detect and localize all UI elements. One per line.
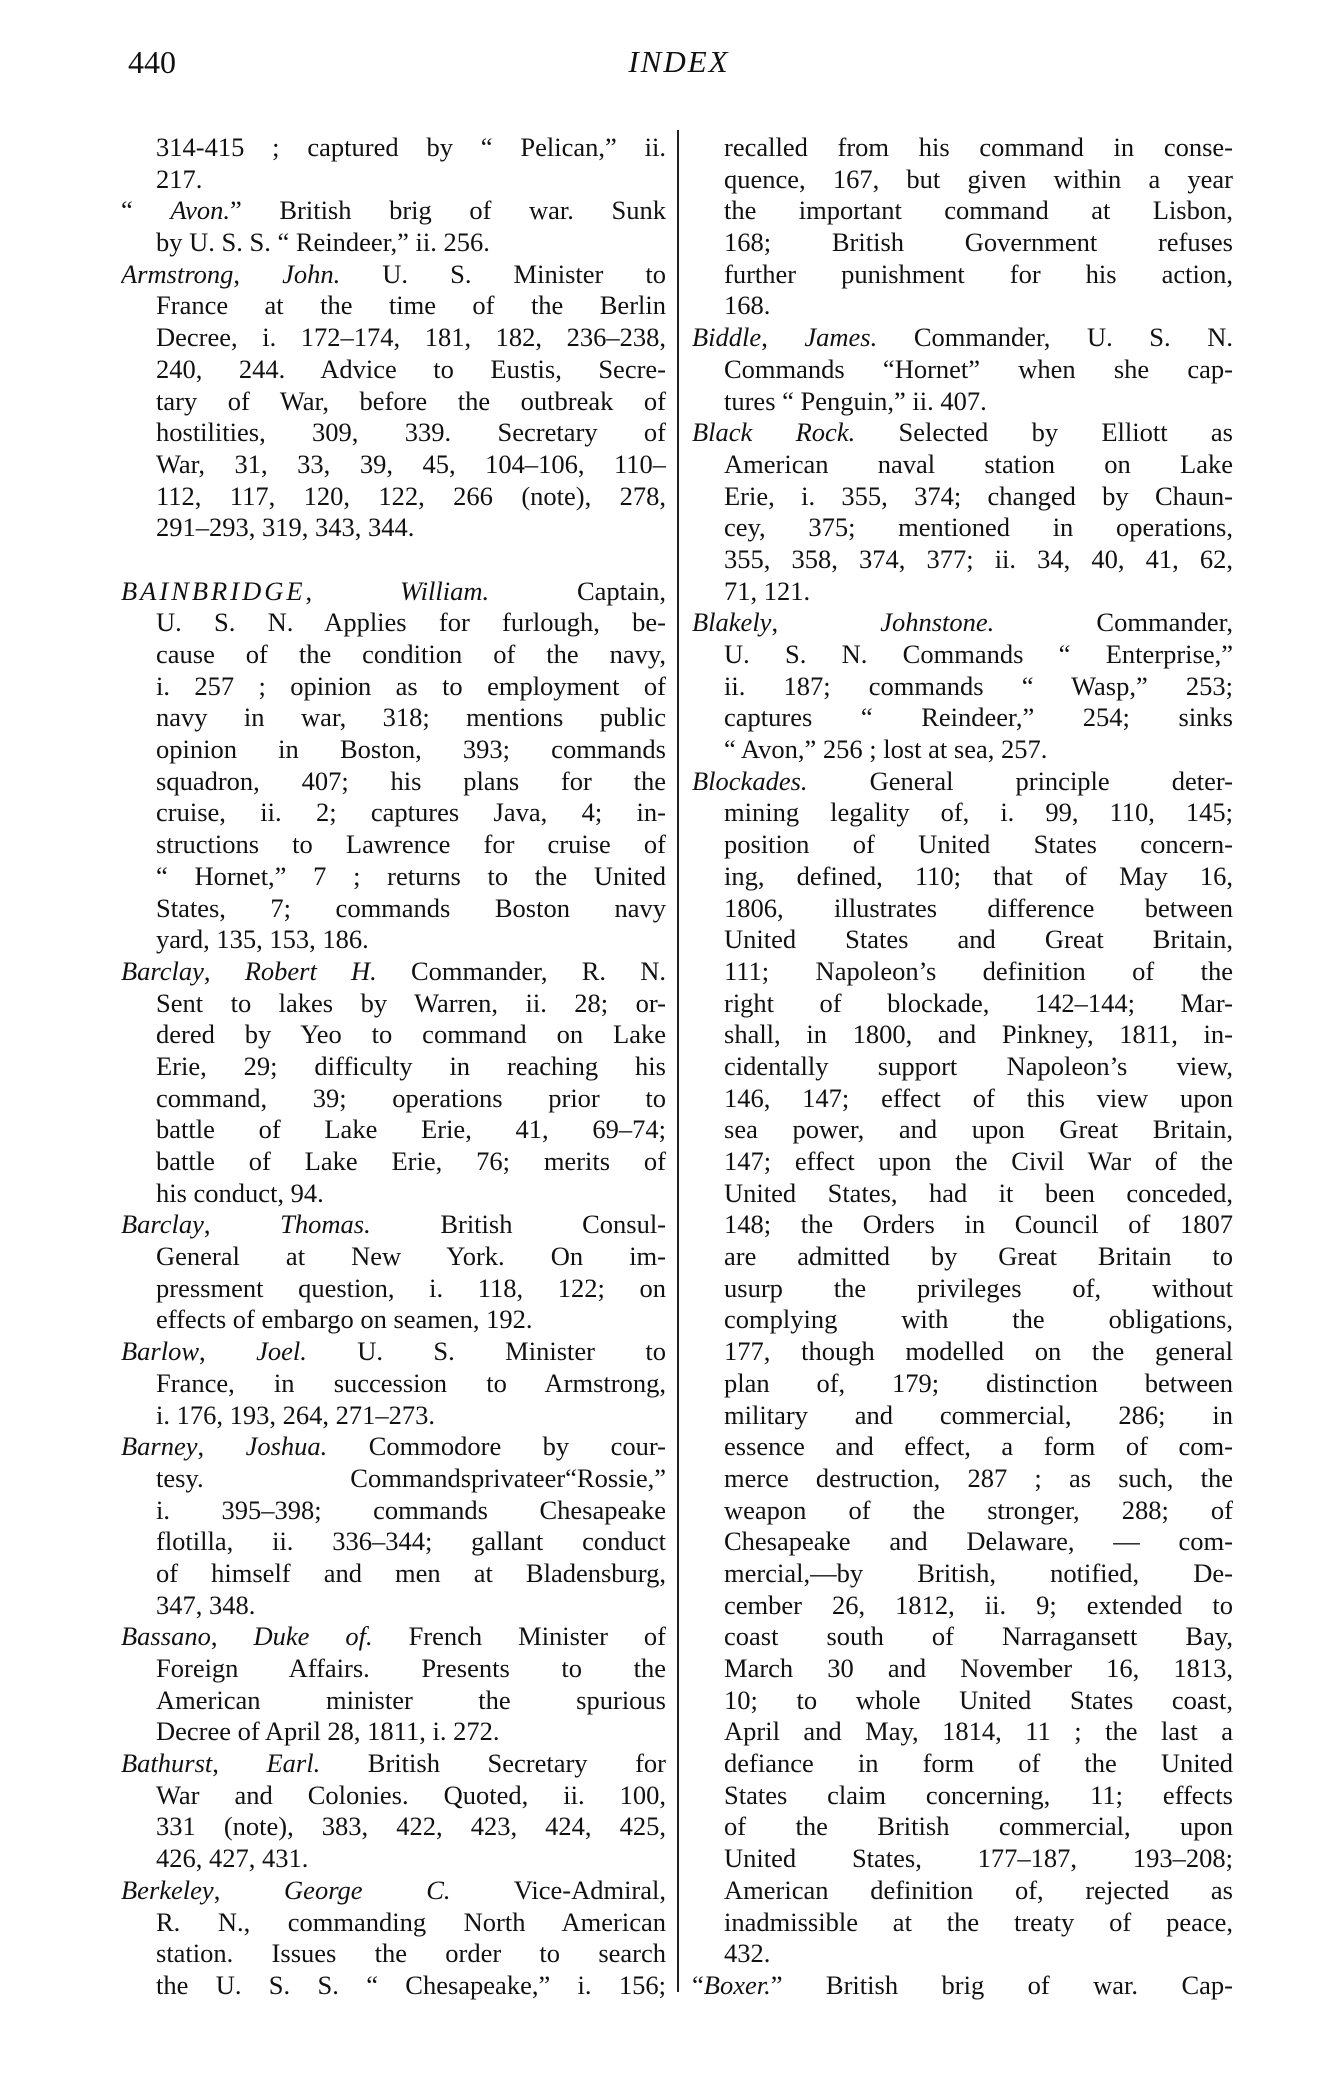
- text: United States, 177–187, 193–208;: [724, 1843, 1233, 1874]
- entry-line: [121, 1146, 666, 1178]
- text: “ Avon,” 256 ; lost at sea, 257.: [724, 734, 1048, 765]
- text: 432.: [724, 1938, 771, 1969]
- entry-line: [692, 1304, 1233, 1336]
- entry-heading-line: [692, 1970, 1233, 2002]
- text: Commander, R. N.: [376, 955, 666, 986]
- entry-line: [692, 544, 1233, 576]
- entry-line: [121, 924, 666, 956]
- text: battle of Lake Erie, 76; merits of: [156, 1146, 666, 1176]
- text: sea power, and upon Great Britain,: [724, 1114, 1233, 1145]
- entry-heading-line: [692, 417, 1233, 449]
- entry-line: [692, 1875, 1233, 1907]
- entry-line: [692, 1590, 1233, 1622]
- entry-line: [692, 1621, 1233, 1653]
- entry-line: [121, 893, 666, 925]
- text: United States, had it been conceded,: [724, 1177, 1233, 1208]
- entry-line: [121, 132, 666, 164]
- italic-text: Blakely: [692, 607, 772, 638]
- text: General principle deter-: [807, 765, 1233, 796]
- entry-line: [692, 1083, 1233, 1115]
- entry-line: [692, 1400, 1233, 1432]
- text: “: [121, 195, 171, 226]
- entry-line: [121, 1241, 666, 1273]
- entry-line: [121, 1685, 666, 1717]
- text: States, 7; commands Boston navy: [156, 892, 666, 923]
- italic-text: Armstrong: [121, 258, 234, 289]
- text: France at the time of the Berlin: [156, 290, 666, 321]
- entry-line: [121, 1400, 666, 1432]
- italic-text: Berkeley: [121, 1874, 214, 1905]
- italic-text: Bathurst: [121, 1748, 213, 1779]
- index-entry: [121, 1875, 666, 2002]
- entry-line: [692, 481, 1233, 513]
- entry-heading-line: [121, 1875, 666, 1907]
- entry-line: [121, 1526, 666, 1558]
- text: mining legality of, i. 99, 110, 145;: [724, 797, 1233, 828]
- entry-line: [692, 1495, 1233, 1527]
- entry-line: [692, 1336, 1233, 1368]
- entry-line: [121, 1716, 666, 1748]
- entry-heading-line: [121, 576, 666, 608]
- spaced-heading: BAINBRIDGE: [121, 575, 306, 606]
- entry-line: [692, 1748, 1233, 1780]
- italic-text: William.: [400, 575, 490, 606]
- entry-line: [121, 861, 666, 893]
- index-column-right: [692, 132, 1233, 2002]
- text: 314-415 ; captured by “ Pelican,” ii.: [156, 132, 666, 162]
- text: March 30 and November 16, 1813,: [724, 1653, 1233, 1683]
- text: squadron, 407; his plans for the: [156, 765, 666, 796]
- text: position of United States concern-: [724, 829, 1233, 860]
- entry-line: [692, 1843, 1233, 1875]
- text: British Secretary for: [320, 1748, 666, 1779]
- text: structions to Lawrence for cruise of: [156, 829, 666, 860]
- entry-line: [692, 1685, 1233, 1717]
- entry-heading-line: [121, 259, 666, 291]
- text: Vice-Admiral,: [450, 1874, 666, 1905]
- text: military and commercial, 286; in: [724, 1399, 1233, 1430]
- running-head: INDEX: [628, 44, 730, 79]
- text: 10; to whole United States coast,: [724, 1684, 1233, 1715]
- entry-line: [121, 512, 666, 544]
- text: defiance in form of the United: [724, 1748, 1233, 1779]
- entry-heading-line: [121, 956, 666, 988]
- section-gap: [121, 544, 666, 576]
- text: Commander, U. S. N.: [877, 322, 1233, 353]
- italic-text: Joshua.: [245, 1431, 328, 1462]
- entry-heading-line: [121, 195, 666, 227]
- text: cidentally support Napoleon’s view,: [724, 1050, 1233, 1081]
- entry-line: [692, 132, 1233, 164]
- text: 217.: [156, 163, 203, 194]
- column-divider: [677, 130, 679, 1992]
- text: ,: [203, 1209, 281, 1240]
- text: effects of embargo on seamen, 192.: [156, 1304, 533, 1335]
- text: U. S. N. Commands “ Enterprise,”: [724, 639, 1233, 669]
- text: cruise, ii. 2; captures Java, 4; in-: [156, 797, 666, 828]
- entry-heading-line: [121, 1431, 666, 1463]
- entry-line: [692, 734, 1233, 766]
- text: his conduct, 94.: [156, 1177, 324, 1208]
- text: cause of the condition of the navy,: [156, 639, 666, 669]
- text: American definition of, rejected as: [724, 1874, 1233, 1905]
- text: weapon of the stronger, 288; of: [724, 1494, 1233, 1525]
- entry-line: [692, 1146, 1233, 1178]
- index-entry: [692, 132, 1233, 322]
- text: tures “ Penguin,” ii. 407.: [724, 385, 987, 416]
- entry-line: [121, 766, 666, 798]
- entry-line: [692, 1938, 1233, 1970]
- entry-line: [121, 607, 666, 639]
- text: ii. 187; commands “ Wasp,” 253;: [724, 670, 1233, 701]
- text: usurp the privileges of, without: [724, 1272, 1233, 1303]
- text: ,: [212, 1748, 267, 1779]
- index-entry: [121, 259, 666, 544]
- text: plan of, 179; distinction between: [724, 1367, 1233, 1398]
- text: U. S. Minister to: [306, 1336, 666, 1367]
- text: recalled from his command in conse-: [724, 132, 1233, 162]
- entry-line: [121, 1811, 666, 1843]
- entry-line: [692, 1558, 1233, 1590]
- page-number: 440: [128, 44, 176, 80]
- entry-heading-line: [692, 607, 1233, 639]
- entry-line: [121, 1495, 666, 1527]
- entry-line: [692, 956, 1233, 988]
- entry-line: [692, 576, 1233, 608]
- entry-line: [692, 1209, 1233, 1241]
- entry-heading-line: [121, 1209, 666, 1241]
- index-entry: [121, 1748, 666, 1875]
- text: battle of Lake Erie, 41, 69–74;: [156, 1114, 666, 1145]
- text: quence, 167, but given within a year: [724, 163, 1233, 194]
- text: cey, 375; mentioned in operations,: [724, 512, 1233, 543]
- italic-text: Duke of.: [253, 1621, 373, 1652]
- text: ing, defined, 110; that of May 16,: [724, 860, 1233, 891]
- text: 240, 244. Advice to Eustis, Secre-: [156, 353, 666, 384]
- entry-line: [692, 671, 1233, 703]
- entry-heading-line: [121, 1748, 666, 1780]
- text: American minister the spurious: [156, 1684, 666, 1715]
- text: i. 395–398; commands Chesapeake: [156, 1494, 666, 1525]
- index-entry: [692, 766, 1233, 1970]
- italic-text: Joel.: [256, 1336, 307, 1367]
- text: U. S. Minister to: [340, 258, 666, 289]
- entry-line: [692, 861, 1233, 893]
- index-column-left: [121, 132, 666, 2002]
- entry-line: [121, 829, 666, 861]
- italic-text: Bassano: [121, 1621, 211, 1652]
- entry-line: [692, 639, 1233, 671]
- entry-line: [121, 481, 666, 513]
- text: Captain,: [489, 575, 666, 606]
- text: 177, though modelled on the general: [724, 1336, 1233, 1367]
- index-entry: [121, 1209, 666, 1336]
- text: inadmissible at the treaty of peace,: [724, 1906, 1233, 1937]
- entry-line: [692, 1716, 1233, 1748]
- index-entry: [121, 576, 666, 956]
- entry-line: [121, 1558, 666, 1590]
- entry-line: [121, 1907, 666, 1939]
- index-entry: [692, 417, 1233, 607]
- italic-text: Blockades.: [692, 765, 808, 796]
- text: Decree, i. 172–174, 181, 182, 236–238,: [156, 322, 666, 353]
- italic-text: Earl.: [266, 1748, 321, 1779]
- text: 111; Napoleon’s definition of the: [724, 955, 1233, 986]
- text: mercial,—by British, notified, De-: [724, 1557, 1233, 1588]
- index-entry: [692, 1970, 1233, 2002]
- text: pressment question, i. 118, 122; on: [156, 1272, 666, 1303]
- entry-line: [121, 1590, 666, 1622]
- text: General at New York. On im-: [156, 1241, 666, 1272]
- entry-line: [692, 386, 1233, 418]
- text: British Consul-: [370, 1209, 666, 1240]
- text: ” British brig of war. Sunk: [229, 195, 666, 226]
- index-entry: [121, 956, 666, 1210]
- index-entry: [692, 322, 1233, 417]
- text: Commodore by cour-: [327, 1431, 666, 1462]
- entry-line: [692, 164, 1233, 196]
- italic-text: Black Rock.: [692, 417, 856, 448]
- entry-line: [692, 1780, 1233, 1812]
- entry-line: [121, 734, 666, 766]
- text: 355, 358, 374, 377; ii. 34, 40, 41, 62,: [724, 543, 1233, 574]
- text: U. S. N. Applies for furlough, be-: [156, 607, 666, 638]
- index-entry: [121, 1431, 666, 1621]
- text: ,: [210, 1621, 254, 1652]
- entry-line: [692, 354, 1233, 386]
- index-entry: [121, 1621, 666, 1748]
- text: French Minister of: [372, 1621, 666, 1652]
- entry-line: [692, 797, 1233, 829]
- entry-line: [692, 1273, 1233, 1305]
- text: are admitted by Great Britain to: [724, 1241, 1233, 1272]
- text: War and Colonies. Quoted, ii. 100,: [156, 1779, 666, 1810]
- text: essence and effect, a form of com-: [724, 1431, 1233, 1462]
- entry-line: [692, 1114, 1233, 1146]
- italic-text: James.: [804, 322, 878, 353]
- entry-line: [121, 1368, 666, 1400]
- text: yard, 135, 153, 186.: [156, 924, 369, 955]
- entry-line: [121, 449, 666, 481]
- text: ,: [305, 575, 401, 606]
- italic-text: Johnstone.: [880, 607, 995, 638]
- text: Erie, i. 355, 374; changed by Chaun-: [724, 480, 1233, 511]
- text: 168.: [724, 290, 771, 321]
- text: flotilla, ii. 336–344; gallant conduct: [156, 1526, 666, 1557]
- italic-text: Barclay: [121, 1209, 204, 1240]
- text: of the British commercial, upon: [724, 1811, 1233, 1842]
- entry-line: [692, 1178, 1233, 1210]
- text: Chesapeake and Delaware, — com-: [724, 1526, 1233, 1557]
- text: R. N., commanding North American: [156, 1906, 666, 1937]
- text: tary of War, before the outbreak of: [156, 385, 666, 416]
- text: ,: [771, 607, 881, 638]
- text: merce destruction, 287 ; as such, the: [724, 1462, 1233, 1493]
- italic-text: Biddle: [692, 322, 762, 353]
- italic-text: John.: [282, 258, 341, 289]
- entry-line: [692, 1463, 1233, 1495]
- entry-line: [121, 1114, 666, 1146]
- italic-text: Avon.: [170, 195, 230, 226]
- entry-line: [692, 988, 1233, 1020]
- entry-line: [121, 164, 666, 196]
- italic-text: Thomas.: [280, 1209, 371, 1240]
- text: ” British brig of war. Cap-: [770, 1969, 1233, 2000]
- text: 146, 147; effect of this view upon: [724, 1082, 1233, 1113]
- text: cember 26, 1812, ii. 9; extended to: [724, 1589, 1233, 1620]
- entry-line: [121, 1083, 666, 1115]
- text: United States and Great Britain,: [724, 924, 1233, 955]
- entry-line: [692, 1368, 1233, 1400]
- text: War, 31, 33, 39, 45, 104–106, 110–: [156, 448, 666, 479]
- entry-line: [121, 1463, 666, 1495]
- text: shall, in 1800, and Pinkney, 1811, in-: [724, 1019, 1233, 1050]
- entry-line: [121, 1304, 666, 1336]
- entry-line: [692, 1811, 1233, 1843]
- entry-line: [692, 227, 1233, 259]
- entry-line: [121, 797, 666, 829]
- entry-line: [121, 417, 666, 449]
- text: coast south of Narragansett Bay,: [724, 1621, 1233, 1652]
- text: April and May, 1814, 11 ; the last a: [724, 1716, 1233, 1747]
- text: 112, 117, 120, 122, 266 (note), 278,: [156, 480, 666, 511]
- text: “ Hornet,” 7 ; returns to the United: [156, 860, 666, 891]
- entry-line: [121, 322, 666, 354]
- italic-text: Barney: [121, 1431, 198, 1462]
- italic-text: Robert H.: [244, 955, 377, 986]
- entry-line: [121, 1653, 666, 1685]
- italic-text: Barclay: [121, 955, 204, 986]
- text: ,: [203, 955, 245, 986]
- text: the U. S. S. “ Chesapeake,” i. 156;: [156, 1969, 666, 2000]
- text: ,: [213, 1874, 285, 1905]
- entry-line: [692, 1907, 1233, 1939]
- text: States claim concerning, 11; effects: [724, 1779, 1233, 1810]
- entry-line: [121, 639, 666, 671]
- entry-line: [692, 512, 1233, 544]
- italic-text: George C.: [284, 1874, 451, 1905]
- entry-line: [121, 1273, 666, 1305]
- text: dered by Yeo to command on Lake: [156, 1019, 666, 1050]
- text: American naval station on Lake: [724, 448, 1233, 479]
- index-entry: [121, 132, 666, 195]
- entry-line: [692, 290, 1233, 322]
- text: Decree of April 28, 1811, i. 272.: [156, 1716, 500, 1747]
- text: complying with the obligations,: [724, 1304, 1233, 1335]
- text: 71, 121.: [724, 575, 811, 606]
- entry-heading-line: [692, 322, 1233, 354]
- entry-line: [121, 988, 666, 1020]
- text: Foreign Affairs. Presents to the: [156, 1653, 666, 1683]
- entry-line: [121, 1019, 666, 1051]
- text: tesy. Commandsprivateer“Rossie,”: [156, 1462, 666, 1493]
- entry-line: [692, 702, 1233, 734]
- text: 168; British Government refuses: [724, 227, 1233, 258]
- entry-line: [692, 1241, 1233, 1273]
- index-entry: [692, 607, 1233, 765]
- italic-text: Barlow: [121, 1336, 200, 1367]
- text: 147; effect upon the Civil War of the: [724, 1146, 1233, 1176]
- entry-line: [692, 259, 1233, 291]
- entry-heading-line: [121, 1336, 666, 1368]
- entry-line: [121, 1178, 666, 1210]
- entry-line: [121, 290, 666, 322]
- text: i. 257 ; opinion as to employment of: [156, 670, 666, 701]
- italic-text: Boxer.: [703, 1969, 771, 2000]
- entry-line: [692, 1526, 1233, 1558]
- entry-heading-line: [692, 766, 1233, 798]
- entry-line: [692, 1019, 1233, 1051]
- entry-line: [121, 671, 666, 703]
- entry-line: [692, 1653, 1233, 1685]
- entry-line: [692, 195, 1233, 227]
- index-entry: [121, 1336, 666, 1431]
- index-entry: [121, 195, 666, 258]
- entry-line: [121, 1970, 666, 2002]
- entry-line: [121, 702, 666, 734]
- text: by U. S. S. “ Reindeer,” ii. 256.: [156, 227, 490, 258]
- text: right of blockade, 142–144; Mar-: [724, 987, 1233, 1018]
- text: the important command at Lisbon,: [724, 195, 1233, 226]
- entry-line: [121, 227, 666, 259]
- entry-line: [121, 386, 666, 418]
- entry-line: [692, 924, 1233, 956]
- text: 331 (note), 383, 422, 423, 424, 425,: [156, 1811, 666, 1842]
- entry-line: [692, 829, 1233, 861]
- text: Commander,: [994, 607, 1233, 638]
- text: station. Issues the order to search: [156, 1938, 666, 1969]
- text: 148; the Orders in Council of 1807: [724, 1209, 1233, 1240]
- text: ,: [761, 322, 805, 353]
- text: Erie, 29; difficulty in reaching his: [156, 1050, 666, 1081]
- text: “: [692, 1969, 704, 2000]
- entry-line: [692, 1431, 1233, 1463]
- text: i. 176, 193, 264, 271–273.: [156, 1399, 435, 1430]
- text: captures “ Reindeer,” 254; sinks: [724, 702, 1233, 733]
- text: 1806, illustrates difference between: [724, 892, 1233, 923]
- entry-line: [692, 1051, 1233, 1083]
- text: command, 39; operations prior to: [156, 1082, 666, 1113]
- entry-line: [692, 893, 1233, 925]
- text: Sent to lakes by Warren, ii. 28; or-: [156, 987, 666, 1018]
- text: France, in succession to Armstrong,: [156, 1367, 666, 1398]
- text: Commands “Hornet” when she cap-: [724, 353, 1233, 384]
- text: of himself and men at Bladensburg,: [156, 1557, 666, 1588]
- text: Selected by Elliott as: [855, 417, 1233, 448]
- text: 426, 427, 431.: [156, 1843, 309, 1874]
- text: ,: [199, 1336, 257, 1367]
- text: opinion in Boston, 393; commands: [156, 734, 666, 765]
- entry-heading-line: [121, 1621, 666, 1653]
- entry-line: [121, 1780, 666, 1812]
- entry-line: [121, 1843, 666, 1875]
- text: 347, 348.: [156, 1589, 256, 1620]
- entry-line: [121, 1051, 666, 1083]
- entry-line: [692, 449, 1233, 481]
- entry-line: [121, 354, 666, 386]
- text: further punishment for his action,: [724, 258, 1233, 289]
- entry-line: [121, 1938, 666, 1970]
- text: navy in war, 318; mentions public: [156, 702, 666, 733]
- text: ,: [197, 1431, 246, 1462]
- text: ,: [233, 258, 283, 289]
- text: hostilities, 309, 339. Secretary of: [156, 417, 666, 448]
- text: 291–293, 319, 343, 344.: [156, 512, 415, 543]
